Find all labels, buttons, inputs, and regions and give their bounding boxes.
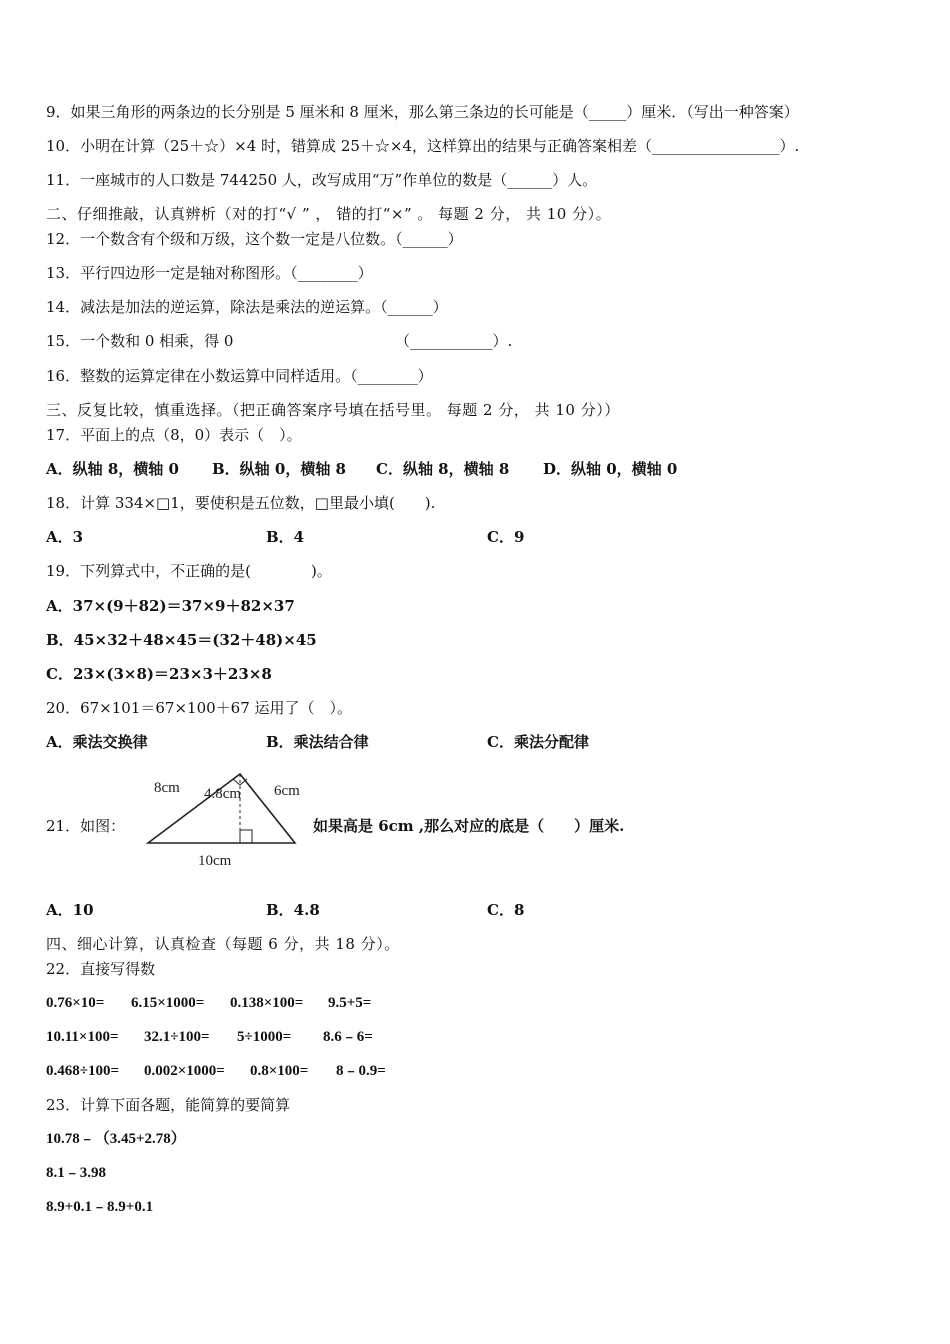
question-10: 10．小明在计算（25＋☆）×4 时，错算成 25＋☆×4，这样算出的结果与正确答案相差（_________________）. xyxy=(46,137,800,155)
question-12: 12．一个数含有个级和万级，这个数一定是八位数。（______） xyxy=(46,230,463,248)
calc-r1-c2: 6.15×1000= xyxy=(131,995,205,1011)
question-13: 13．平行四边形一定是轴对称图形。（________） xyxy=(46,264,373,282)
calc-r2-c4: 8.6﹣6= xyxy=(323,1029,373,1045)
q19-option-a: A．37×(9＋82)＝37×9＋82×37 xyxy=(46,597,295,615)
right-side-label: 6cm xyxy=(274,783,300,799)
question-15: 15．一个数和 0 相乘，得 0 xyxy=(46,332,234,350)
question-21-label: 21．如图： xyxy=(46,817,126,835)
q21-option-b: B．4.8 xyxy=(266,901,320,919)
calc-r2-c2: 32.1÷100= xyxy=(144,1029,210,1045)
calc-r3-c2: 0.002×1000= xyxy=(144,1063,225,1079)
question-22: 22．直接写得数 xyxy=(46,960,156,978)
question-17: 17．平面上的点（8，0）表示（ ）。 xyxy=(46,426,302,444)
q17-option-a: A．纵轴 8，横轴 0 xyxy=(46,460,179,478)
right-angle-mark-base xyxy=(240,830,252,843)
calc-r1-c1: 0.76×10= xyxy=(46,995,105,1011)
q20-option-c: C．乘法分配律 xyxy=(487,733,589,751)
q19-option-b: B．45×32＋48×45＝(32＋48)×45 xyxy=(46,631,317,649)
calc-r2-c1: 10.11×100= xyxy=(46,1029,119,1045)
calc-r1-c3: 0.138×100= xyxy=(230,995,304,1011)
q23-item-2: 8.1﹣3.98 xyxy=(46,1165,107,1181)
q17-option-c: C．纵轴 8，横轴 8 xyxy=(376,460,510,478)
question-21-text: 如果高是 6cm ,那么对应的底是（ ）厘米. xyxy=(313,817,625,835)
base-label: 10cm xyxy=(198,853,232,869)
q17-option-b: B．纵轴 0，横轴 8 xyxy=(212,460,346,478)
question-11: 11．一座城市的人口数是 744250 人，改写成用“万”作单位的数是（______）人。 xyxy=(46,171,598,189)
q23-item-1: 10.78﹣（3.45+2.78） xyxy=(46,1131,186,1147)
calc-r3-c3: 0.8×100= xyxy=(250,1063,309,1079)
question-16: 16．整数的运算定律在小数运算中同样适用。（________） xyxy=(46,367,433,385)
q18-option-b: B．4 xyxy=(266,528,305,546)
left-side-label: 8cm xyxy=(154,780,180,796)
q17-option-d: D．纵轴 0，横轴 0 xyxy=(543,460,678,478)
question-23: 23．计算下面各题，能简算的要简算 xyxy=(46,1096,291,1114)
calc-r3-c4: 8﹣0.9= xyxy=(336,1063,386,1079)
section-2-heading: 二、仔细推敲，认真辨析（对的打“√ ” ， 错的打“×” 。 每题 2 分， 共 10 分）。 xyxy=(46,205,612,223)
q20-option-b: B．乘法结合律 xyxy=(266,733,369,751)
section-3-heading: 三、反复比较，慎重选择。（把正确答案序号填在括号里。 每题 2 分， 共 10 分）） xyxy=(46,401,620,419)
question-9: 9．如果三角形的两条边的长分别是 5 厘米和 8 厘米，那么第三条边的长可能是（_____）厘米．（写出一种答案） xyxy=(46,103,799,121)
q18-option-a: A．3 xyxy=(46,528,84,546)
calc-r1-c4: 9.5+5= xyxy=(328,995,372,1011)
q23-item-3: 8.9+0.1﹣8.9+0.1 xyxy=(46,1199,154,1215)
question-20: 20．67×101＝67×100＋67 运用了（ ）。 xyxy=(46,699,353,717)
triangle-figure xyxy=(140,768,310,872)
q20-option-a: A．乘法交换律 xyxy=(46,733,148,751)
height-label: 4.8cm xyxy=(204,786,242,802)
question-19: 19．下列算式中，不正确的是( )。 xyxy=(46,562,332,580)
question-14: 14．减法是加法的逆运算，除法是乘法的逆运算。（______） xyxy=(46,298,448,316)
section-4-heading: 四、细心计算，认真检查（每题 6 分，共 18 分）。 xyxy=(46,935,400,953)
q21-option-a: A．10 xyxy=(46,901,94,919)
calc-r2-c3: 5÷1000= xyxy=(237,1029,292,1045)
q19-option-c: C．23×(3×8)＝23×3＋23×8 xyxy=(46,665,272,683)
question-18: 18．计算 334×□1，要使积是五位数，□里最小填( ). xyxy=(46,494,436,512)
q21-option-c: C．8 xyxy=(487,901,525,919)
calc-r3-c1: 0.468÷100= xyxy=(46,1063,120,1079)
question-15-blank: （___________）. xyxy=(395,332,513,350)
q18-option-c: C．9 xyxy=(487,528,525,546)
